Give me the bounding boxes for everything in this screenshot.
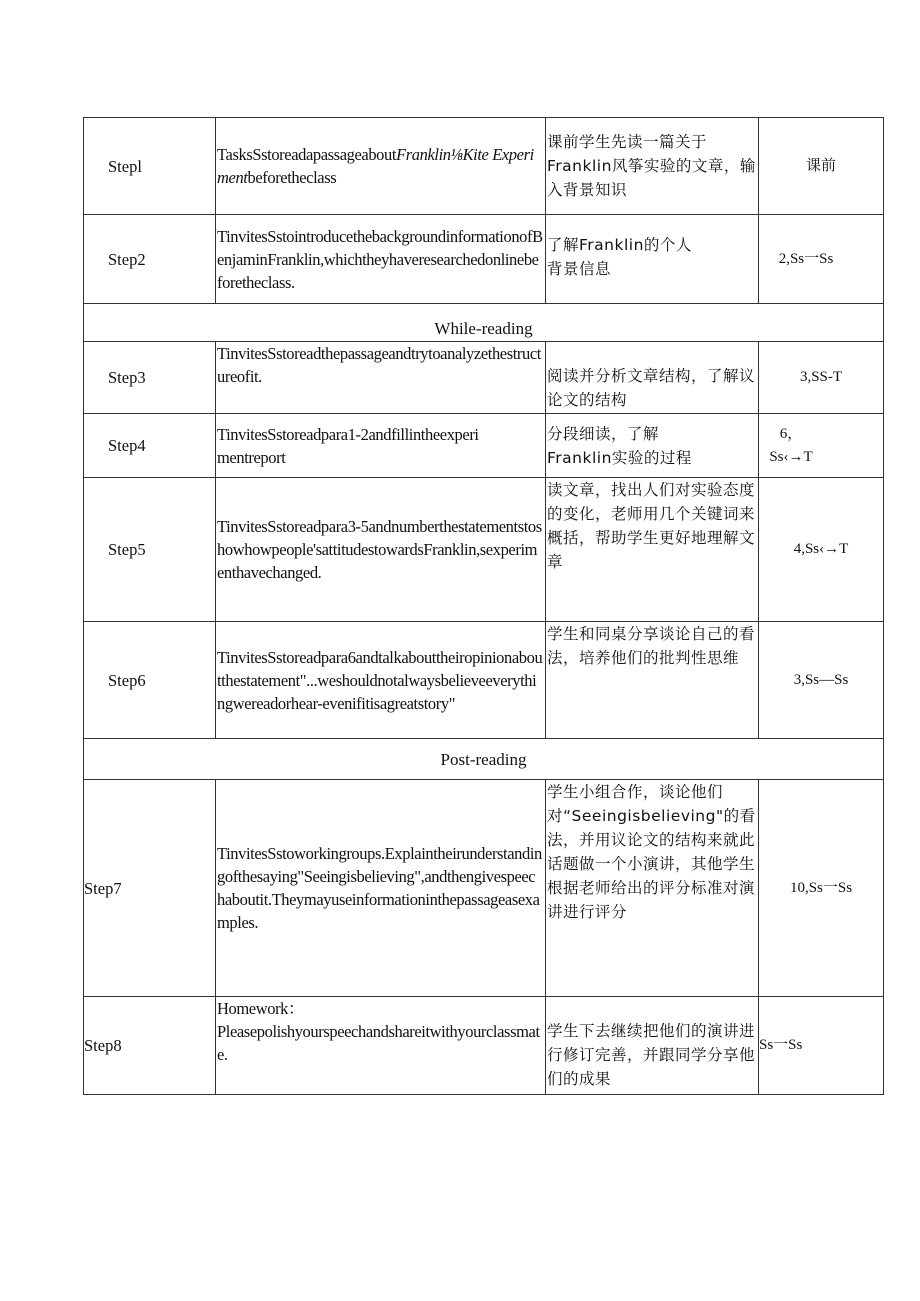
activity-purpose: 学生和同桌分享谈论自己的看法，培养他们的批判性思维 [546,622,759,739]
step-label: Step8 [84,997,216,1095]
activity-purpose: 课前学生先读一篇关于Franklin风筝实验的文章，输入背景知识 [546,118,759,215]
activity-purpose: 读文章，找出人们对实验态度的变化，老师用几个关键词来概括，帮助学生更好地理解文章 [546,478,759,622]
activity-description: TinvitesSstointroducethebackgroundinformationofBenjaminFranklin,whichtheyhaveresearchedonlinebeforetheclass. [216,215,546,304]
activity-purpose: 学生小组合作，谈论他们对“Seeingisbelieving"的看法，并用议论文的结构来就此话题做一个小演讲，其他学生根据老师给出的评分标准对演讲进行评分 [546,780,759,997]
time-interaction: 课前 [759,118,884,215]
step-label: Step6 [84,622,216,739]
activity-purpose: 了解Franklin的个人背景信息 [546,215,759,304]
step-label: Stepl [84,118,216,215]
section-while-reading: While-reading [84,304,884,342]
activity-description: TasksSstoreadapassageaboutFranklin⅛Kite Experimentbeforetheclass [216,118,546,215]
time-interaction: 3,SS-T [759,342,884,414]
table-row [84,997,884,1095]
activity-purpose: 分段细读，了解Franklin实验的过程 [546,414,759,478]
step-label: Step5 [84,478,216,622]
table-row [84,780,884,997]
table-row [84,215,884,304]
activity-description: TinvitesSstoreadpara6andtalkabouttheiropinionaboutthestatement"...weshouldnotalwaysbelieveeverythingwereadorhear-evenifitisagreatstory" [216,622,546,739]
activity-description: TinvitesSstoworkingroups.Explaintheirunderstandingofthesaying"Seeingisbelieving",andthengivespeechaboutit.Theymayuseinformationinthepassageasexamples. [216,780,546,997]
section-post-reading: Post-reading [84,739,884,780]
activity-purpose: 学生下去继续把他们的演讲进行修订完善，并跟同学分享他们的成果 [546,997,759,1095]
table-row [84,478,884,622]
step-label: Step4 [84,414,216,478]
activity-description: TinvitesSstoreadthepassageandtrytoanalyzethestructureofit. [216,342,546,414]
lesson-plan-table [83,117,884,1095]
activity-description: Homework： Pleasepolishyourspeechandshareitwithyourclassmate. [216,997,546,1095]
step-label: Step3 [84,342,216,414]
activity-description: TinvitesSstoreadpara1-2andfillintheexperimentreport [216,414,546,478]
table-row [84,622,884,739]
time-interaction: 3,Ss—Ss [759,622,884,739]
table-row [84,342,884,414]
table-row [84,118,884,215]
time-interaction: 10,Ss一Ss [759,780,884,997]
section-row [84,304,884,342]
activity-purpose: 阅读并分析文章结构，了解议论文的结构 [546,342,759,414]
time-interaction: Ss一Ss [759,997,884,1095]
time-interaction: 4,Ss‹→T [759,478,884,622]
step-label: Step7 [84,780,216,997]
activity-description: TinvitesSstoreadpara3-5andnumberthestatementstoshowhowpeople'sattitudestowardsFranklin,sexperimenthavechanged. [216,478,546,622]
time-interaction: 6，Ss‹→T [759,414,884,478]
time-interaction: 2,Ss一Ss [759,215,884,304]
step-label: Step2 [84,215,216,304]
table-row [84,414,884,478]
section-row [84,739,884,780]
